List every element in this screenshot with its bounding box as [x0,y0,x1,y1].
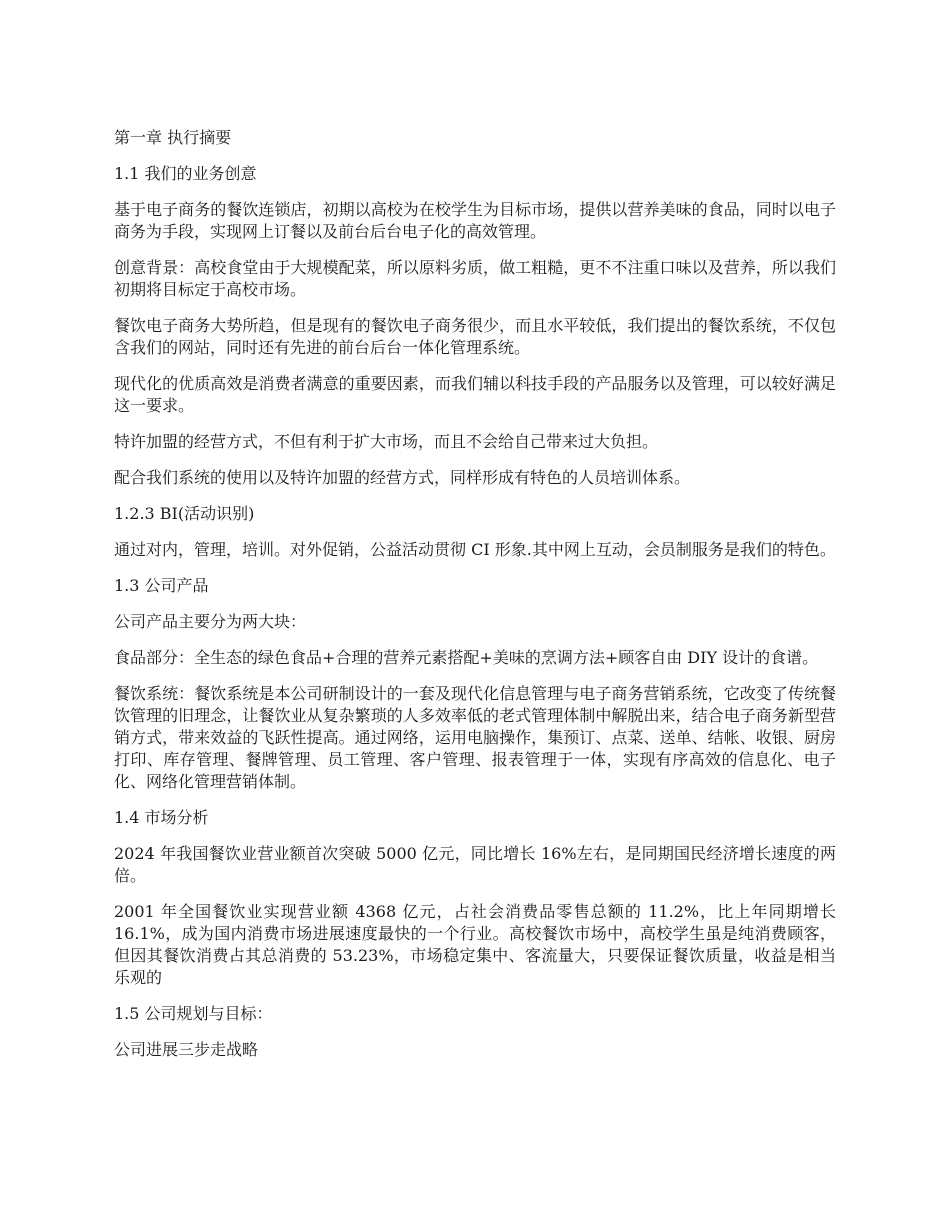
section-heading-1-5: 1.5 公司规划与目标： [114,1004,273,1023]
paragraph: 2024 年我国餐饮业营业额首次突破 5000 亿元，同比增长 16%左右，是同期国民经济增长速度的两倍。 [114,844,836,885]
paragraph: 食品部分：全生态的绿色食品+合理的营养元素搭配+美味的烹调方法+顾客自由 DIY 设计的食谱。 [114,648,819,667]
paragraph: 餐饮系统：餐饮系统是本公司研制设计的一套及现代化信息管理与电子商务营销系统，它改变了传统餐饮管理的旧理念，让餐饮业从复杂繁琐的人多效率低的老式管理体制中解脱出来，结合电子商务新型营销方式，带来效益的飞跃性提高。通过网络，运用电脑操作，集预订、点菜、送单、结帐、收银、厨房打印、库存管理、餐牌管理、员工管理、客户管理、报表管理于一体，实现有序高效的信息化、电子化、网络化管理营销体制。 [114,684,836,791]
paragraph: 配合我们系统的使用以及特许加盟的经营方式，同样形成有特色的人员培训体系。 [114,468,691,487]
paragraph: 餐饮电子商务大势所趋，但是现有的餐饮电子商务很少，而且水平较低，我们提出的餐饮系统，不仅包含我们的网站，同时还有先进的前台后台一体化管理系统。 [114,316,836,357]
paragraph: 特许加盟的经营方式，不但有利于扩大市场，而且不会给自己带来过大负担。 [114,432,659,451]
paragraph: 现代化的优质高效是消费者满意的重要因素，而我们辅以科技手段的产品服务以及管理，可以较好满足这一要求。 [114,374,836,415]
section-heading-1-3: 1.3 公司产品 [114,576,209,595]
chapter-title: 第一章 执行摘要 [114,128,232,147]
section-heading-1-4: 1.4 市场分析 [114,808,209,827]
paragraph: 创意背景：高校食堂由于大规模配菜，所以原料劣质，做工粗糙，更不不注重口味以及营养，所以我们初期将目标定于高校市场。 [114,258,836,299]
document-page [114,127,836,1075]
paragraph: 2001 年全国餐饮业实现营业额 4368 亿元，占社会消费品零售总额的 11.2%，比上年同期增长 16.1%，成为国内消费市场进展速度最快的一个行业。高校餐饮市场中，高校学生虽是纯消费顾客，但因其餐饮消费占其总消费的 53.23%，市场稳定集中、客流量大，只要保证餐饮质量，收益是相当乐观的 [114,902,836,987]
paragraph: 基于电子商务的餐饮连锁店，初期以高校为在校学生为目标市场，提供以营养美味的食品，同时以电子商务为手段，实现网上订餐以及前台后台电子化的高效管理。 [114,200,836,241]
paragraph: 公司产品主要分为两大块： [114,612,307,631]
section-heading-1-1: 1.1 我们的业务创意 [114,164,257,183]
section-heading-1-2-3: 1.2.3 BI(活动识别) [114,504,255,523]
paragraph: 通过对内，管理，培训。对外促销，公益活动贯彻 CI 形象.其中网上互动，会员制服务是我们的特色。 [114,540,836,559]
paragraph: 公司进展三步走战略 [114,1040,259,1059]
